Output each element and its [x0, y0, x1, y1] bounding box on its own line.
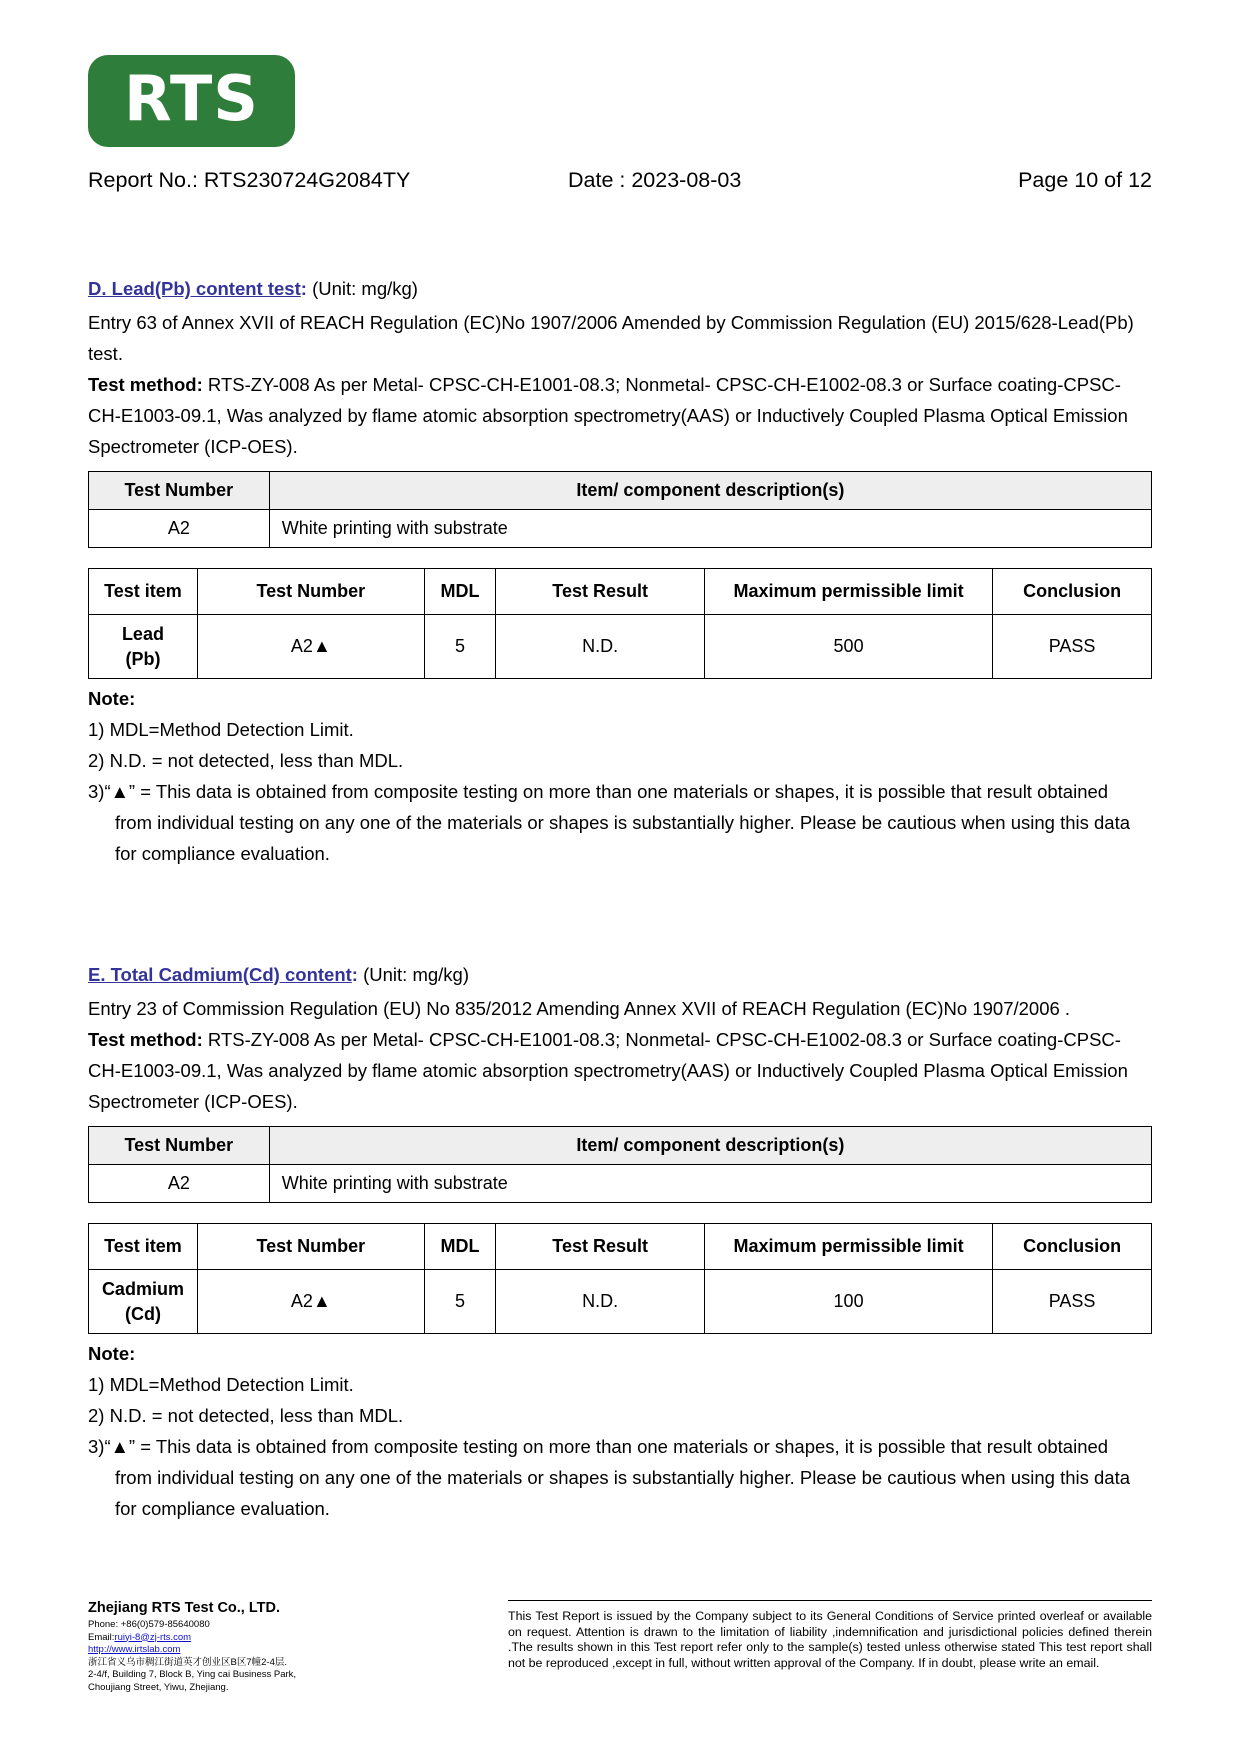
note-3-line-3: for compliance evaluation.: [115, 843, 330, 864]
cell-test-result: N.D.: [496, 615, 705, 679]
section-lead: [88, 275, 1152, 869]
section-lead-method: [88, 369, 1152, 462]
col-test-number: Test Number: [197, 569, 424, 615]
table-row: [89, 1270, 1152, 1334]
footer-disclaimer-text: This Test Report is issued by the Company subject to its General Conditions of Service printed overleaf or available on request. Attention is drawn to the limitation of liability ,indemnification and jurisdictional policies defined therein .The results shown in this Test report refer only to the sample(s) tested unless otherwise stated This test report shall not be reproduced ,except in full, without written approval of the Company. If in doubt, please write an email.: [508, 1609, 1152, 1670]
table-row: [89, 615, 1152, 679]
col-maximum-permissible-limit: Maximum permissible limit: [705, 569, 993, 615]
page-number: Page 10 of 12: [1018, 168, 1152, 192]
note-1: 1) MDL=Method Detection Limit.: [88, 1374, 354, 1395]
footer-company-name: Zhejiang RTS Test Co., LTD.: [88, 1600, 280, 1616]
cell-test-number: A2: [89, 1165, 270, 1203]
report-number: Report No.: RTS230724G2084TY: [88, 168, 411, 192]
cell-maximum-limit: 100: [705, 1270, 993, 1334]
section-lead-method-label: Test method:: [88, 374, 203, 395]
section-lead-heading: D. Lead(Pb) content test: [88, 278, 301, 299]
footer-website-link[interactable]: http://www.irtslab.com: [88, 1644, 181, 1655]
section-spacer: [88, 869, 1152, 961]
footer-email-link[interactable]: ruiyi-8@zj-rts.com: [114, 1631, 192, 1643]
footer-address-cn: 浙江省义乌市稠江街道英才创业区B区7幢2-4层.: [88, 1656, 287, 1668]
footer-email-label: Email:: [88, 1631, 115, 1643]
section-cadmium-result-table: [88, 1223, 1152, 1334]
section-lead-method-text: RTS-ZY-008 As per Metal- CPSC-CH-E1001-08.3; Nonmetal- CPSC-CH-E1002-08.3 or Surface coating-CPSC-CH-E1003-09.1, Was analyzed by flame atomic absorption spectrometry(AAS) or Inductively Coupled Plasma Optical Emission Spectrometer (ICP-OES).: [88, 374, 1128, 457]
table-header-row: [89, 569, 1152, 615]
col-test-result: Test Result: [496, 1224, 705, 1270]
cell-test-number: A2▲: [197, 615, 424, 679]
section-cadmium-method-text: RTS-ZY-008 As per Metal- CPSC-CH-E1001-08.3; Nonmetal- CPSC-CH-E1002-08.3 or Surface coating-CPSC-CH-E1003-09.1, Was analyzed by flame atomic absorption spectrometry(AAS) or Inductively Coupled Plasma Optical Emission Spectrometer (ICP-OES).: [88, 1029, 1128, 1112]
cell-test-number: A2: [89, 510, 270, 548]
footer-phone: Phone: +86(0)579-85640080: [88, 1619, 210, 1630]
table-header-row: [89, 1127, 1152, 1165]
section-cadmium-method-label: Test method:: [88, 1029, 203, 1050]
footer-disclaimer-block: [508, 1600, 1152, 1671]
test-item-line1: Cadmium: [101, 1278, 184, 1299]
col-test-number: Test Number: [89, 472, 270, 510]
section-cadmium-description-table: [88, 1126, 1152, 1203]
cell-test-number: A2▲: [197, 1270, 424, 1334]
note-3-line-1: 3)“▲” = This data is obtained from composite testing on more than one materials or shapes, it is possible that result obtained: [88, 781, 1109, 802]
col-conclusion: Conclusion: [993, 569, 1152, 615]
logo-text: RTS: [124, 62, 259, 135]
table-header-row: [89, 472, 1152, 510]
section-cadmium: [88, 961, 1152, 1524]
section-cadmium-regulation: Entry 23 of Commission Regulation (EU) No 835/2012 Amending Annex XVII of REACH Regulation (EC)No 1907/2006 .: [88, 998, 1071, 1019]
section-lead-regulation: Entry 63 of Annex XVII of REACH Regulation (EC)No 1907/2006 Amended by Commission Regulation (EU) 2015/628-Lead(Pb) test.: [88, 312, 1134, 364]
rts-logo: [88, 55, 295, 147]
section-cadmium-method: [88, 1024, 1152, 1117]
section-cadmium-heading: E. Total Cadmium(Cd) content: [88, 964, 352, 985]
cell-item-description: White printing with substrate: [269, 1165, 1151, 1203]
logo-badge: [88, 55, 295, 147]
footer-address-en-line1: 2-4/f, Building 7, Block B, Ying cai Business Park,: [88, 1669, 297, 1680]
cell-maximum-limit: 500: [705, 615, 993, 679]
col-conclusion: Conclusion: [993, 1224, 1152, 1270]
footer-company-block: [88, 1600, 468, 1694]
cell-conclusion: PASS: [993, 615, 1152, 679]
note-3-line-3: for compliance evaluation.: [115, 1498, 330, 1519]
cell-mdl: 5: [424, 615, 495, 679]
note-2: 2) N.D. = not detected, less than MDL.: [88, 1405, 404, 1426]
test-item-line2: (Pb): [125, 648, 161, 669]
col-test-number: Test Number: [89, 1127, 270, 1165]
page-header: [88, 168, 1152, 193]
table-header-row: [89, 1224, 1152, 1270]
report-content: [88, 275, 1152, 1524]
section-lead-description-table: [88, 471, 1152, 548]
section-cadmium-unit: (Unit: mg/kg): [357, 964, 469, 985]
cell-mdl: 5: [424, 1270, 495, 1334]
cell-test-item: [89, 1270, 198, 1334]
note-1: 1) MDL=Method Detection Limit.: [88, 719, 354, 740]
section-lead-title: [88, 275, 1152, 303]
section-lead-colon: :: [300, 278, 307, 299]
page-footer: [88, 1600, 1152, 1694]
footer-address-en-line2: Choujiang Street, Yiwu, Zhejiang.: [88, 1681, 229, 1693]
cell-test-item: [89, 615, 198, 679]
col-test-item: Test item: [89, 1224, 198, 1270]
note-3-line-1: 3)“▲” = This data is obtained from composite testing on more than one materials or shapes, it is possible that result obtained: [88, 1436, 1109, 1457]
cell-test-result: N.D.: [496, 1270, 705, 1334]
cell-item-description: White printing with substrate: [269, 510, 1151, 548]
section-lead-result-table: [88, 568, 1152, 679]
section-cadmium-notes: [88, 1338, 1152, 1524]
test-item-line1: Lead: [121, 623, 164, 644]
section-lead-unit: (Unit: mg/kg): [306, 278, 418, 299]
col-test-result: Test Result: [496, 569, 705, 615]
report-date: Date : 2023-08-03: [568, 168, 742, 192]
col-maximum-permissible-limit: Maximum permissible limit: [705, 1224, 993, 1270]
section-lead-notes: [88, 683, 1152, 869]
test-item-line2: (Cd): [124, 1303, 161, 1324]
col-test-item: Test item: [89, 569, 198, 615]
note-3-line-2: from individual testing on any one of the materials or shapes is substantially higher. Please be cautious when using this data: [115, 1467, 1131, 1488]
footer-email-line: [88, 1632, 468, 1645]
col-item-description: Item/ component description(s): [269, 472, 1151, 510]
section-cadmium-title: [88, 961, 1152, 989]
col-test-number: Test Number: [197, 1224, 424, 1270]
table-row: [89, 510, 1152, 548]
notes-heading: Note:: [88, 688, 136, 709]
table-row: [89, 1165, 1152, 1203]
notes-heading: Note:: [88, 1343, 136, 1364]
cell-conclusion: PASS: [993, 1270, 1152, 1334]
section-cadmium-colon: :: [351, 964, 358, 985]
note-3-line-2: from individual testing on any one of the materials or shapes is substantially higher. Please be cautious when using this data: [115, 812, 1131, 833]
col-mdl: MDL: [424, 1224, 495, 1270]
col-item-description: Item/ component description(s): [269, 1127, 1151, 1165]
col-mdl: MDL: [424, 569, 495, 615]
note-2: 2) N.D. = not detected, less than MDL.: [88, 750, 404, 771]
